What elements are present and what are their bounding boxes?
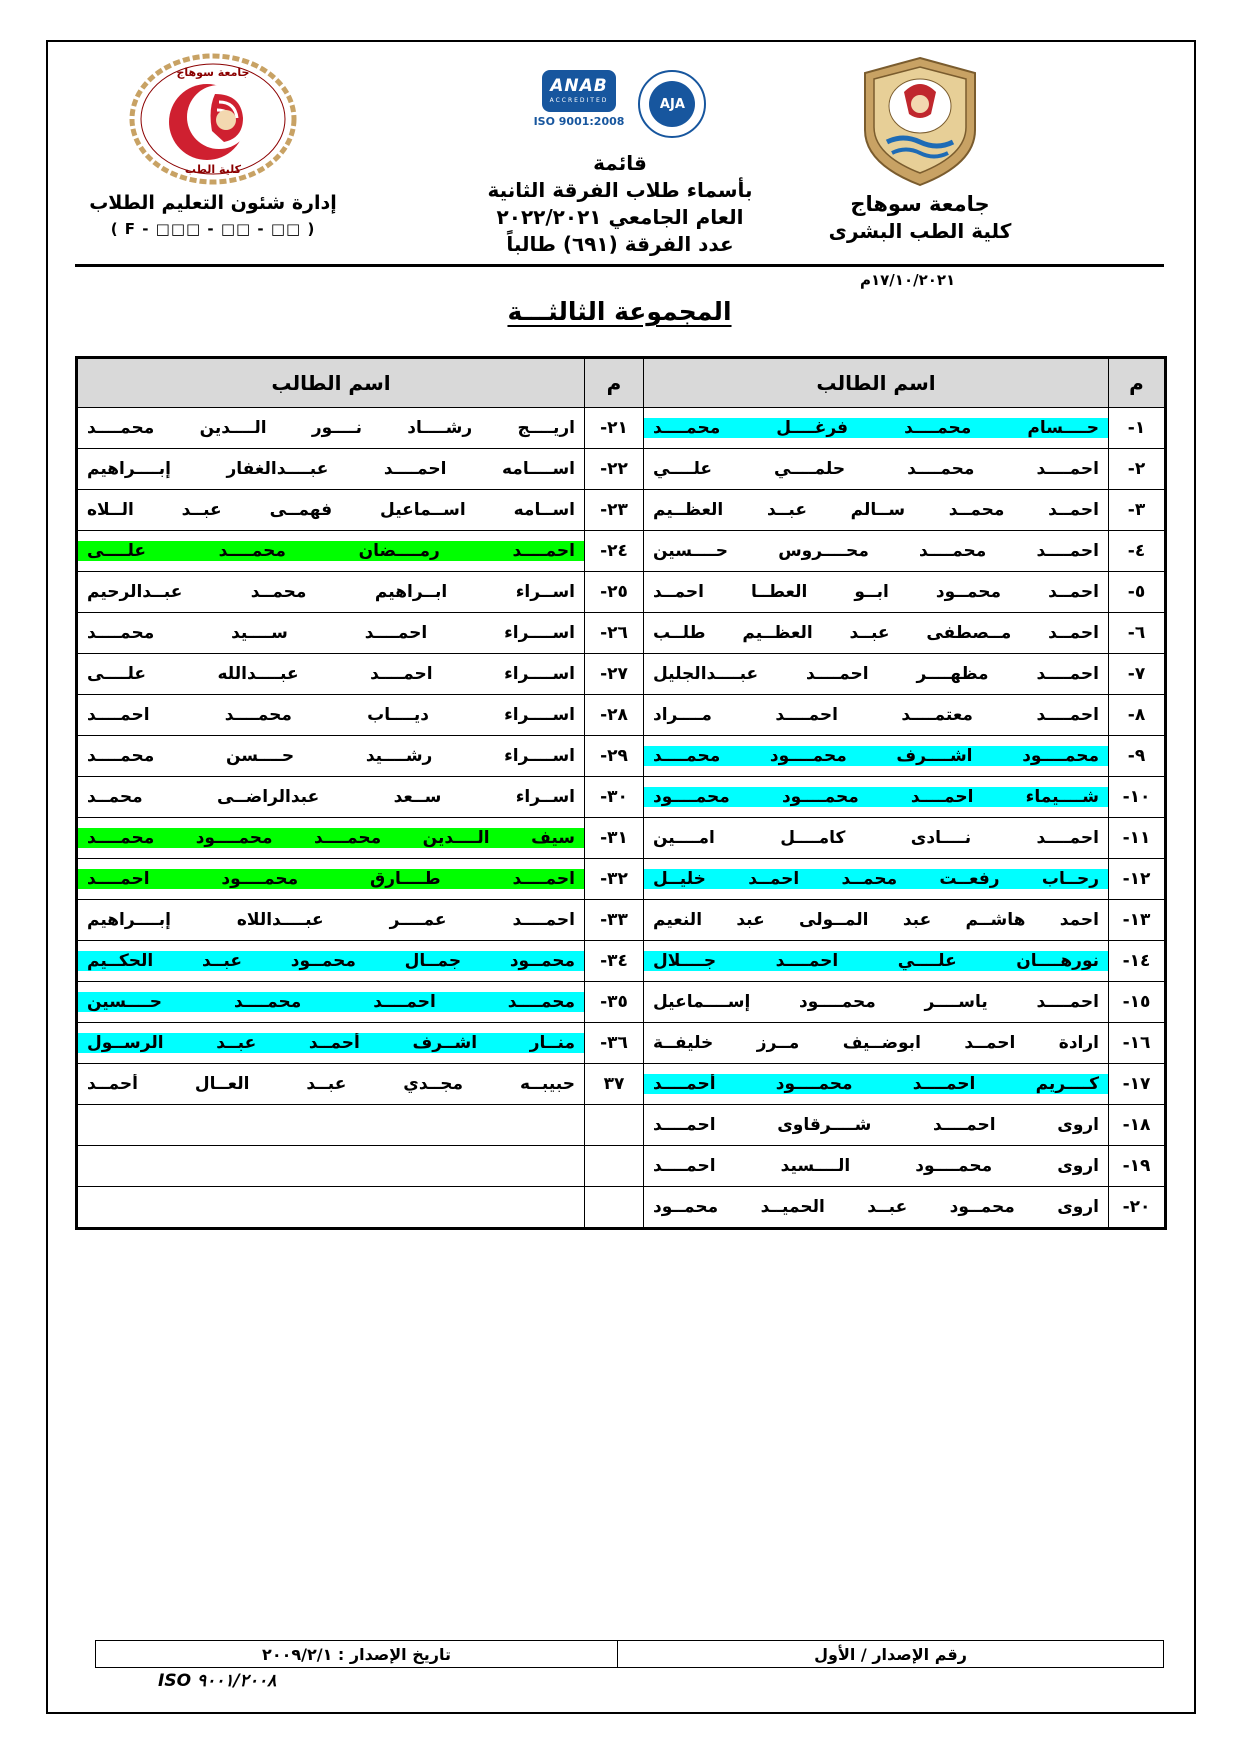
student-row xyxy=(77,1064,1166,1105)
student-number: ١٤- xyxy=(1122,951,1151,971)
student-name: احمــــد رمــــضان محمــــد علــــى xyxy=(78,541,584,561)
aja-logo xyxy=(638,70,706,138)
student-number-cell xyxy=(1109,654,1166,695)
student-number: ٦- xyxy=(1127,623,1146,643)
student-number-cell xyxy=(585,818,644,859)
group-title-wrap xyxy=(75,297,1164,326)
student-number-cell xyxy=(1109,1105,1166,1146)
academic-year: العام الجامعي ٢٠٢٢/٢٠٢١ xyxy=(496,205,744,229)
student-number-cell xyxy=(585,1023,644,1064)
student-number-cell xyxy=(1109,736,1166,777)
document-date: ١٧/١٠/٢٠٢١م xyxy=(860,271,956,289)
student-name-cell xyxy=(77,859,585,900)
student-name-cell xyxy=(77,982,585,1023)
student-number: ١٨- xyxy=(1122,1115,1151,1135)
student-number-cell xyxy=(585,1187,644,1229)
header-center-block xyxy=(410,70,830,258)
student-name: شــــيماء احمــــد محمــــود محمــــود xyxy=(644,787,1108,807)
student-number: ٣٧ xyxy=(603,1074,625,1094)
student-row xyxy=(77,1023,1166,1064)
student-number-cell xyxy=(585,695,644,736)
student-number: ٢٧- xyxy=(600,664,628,684)
student-name: محمــود جمــال محمــود عبــد الحكــيم xyxy=(78,951,584,971)
student-name-cell xyxy=(77,1023,585,1064)
student-name: اســراء ســعد عبدالراضــى محمــد xyxy=(87,787,575,807)
student-name-cell xyxy=(644,490,1109,531)
group-title: المجموعة الثالثـــة xyxy=(507,297,732,326)
student-name: احمد هاشــم عبد المــولى عبد النعيم xyxy=(653,910,1099,930)
student-name-cell xyxy=(77,695,585,736)
student-number-cell xyxy=(1109,408,1166,449)
header-university-block xyxy=(808,54,1032,243)
student-name: احمــــد محمــــد حلمــــي علــــي xyxy=(653,459,1099,479)
student-name: نورهــــان علــــي احمــــد جــــلال xyxy=(644,951,1108,971)
student-row xyxy=(77,449,1166,490)
student-number: ٢٠- xyxy=(1122,1197,1151,1217)
num-column-header: م xyxy=(585,358,644,408)
student-number-cell xyxy=(1109,531,1166,572)
student-name-cell xyxy=(644,531,1109,572)
student-number-cell xyxy=(1109,1146,1166,1187)
student-row xyxy=(77,408,1166,449)
student-name: اســــامه احمــــد عبــــدالغفار إبــــراهيم xyxy=(87,459,575,479)
student-number: ٩- xyxy=(1127,746,1146,766)
student-number-cell xyxy=(585,408,644,449)
student-number: ٣٤- xyxy=(600,951,628,971)
student-name: اســــراء احمــــد ســــيد محمــــد xyxy=(87,623,575,643)
student-name-cell xyxy=(77,449,585,490)
student-name-cell xyxy=(77,818,585,859)
student-name-cell xyxy=(644,1146,1109,1187)
student-number-cell xyxy=(585,900,644,941)
student-number: ٢٤- xyxy=(600,541,628,561)
anab-label: ANAB xyxy=(550,76,608,96)
student-number-cell xyxy=(1109,777,1166,818)
student-number-cell xyxy=(585,859,644,900)
student-name-cell xyxy=(644,900,1109,941)
student-row xyxy=(77,900,1166,941)
student-name-cell xyxy=(644,736,1109,777)
student-name-cell xyxy=(644,613,1109,654)
student-number: ٢٢- xyxy=(600,459,628,479)
student-number: ٤- xyxy=(1127,541,1146,561)
student-number-cell xyxy=(1109,490,1166,531)
header-department-block xyxy=(88,52,338,238)
student-name-cell xyxy=(644,408,1109,449)
student-name-cell xyxy=(77,654,585,695)
student-number: ١٥- xyxy=(1122,992,1151,1012)
student-name: احمــد محمــود ابــو العطــا احمــد xyxy=(653,582,1099,602)
student-row xyxy=(77,1105,1166,1146)
student-name: سيف الــــدين محمــــد محمــــود محمــــد xyxy=(78,828,584,848)
student-number-cell xyxy=(585,449,644,490)
student-row xyxy=(77,531,1166,572)
student-number: ١٣- xyxy=(1122,910,1151,930)
anab-accredited-label: ACCREDITED xyxy=(549,97,609,104)
student-row xyxy=(77,1187,1166,1229)
student-name: اســراء ابــراهيم محمــد عبــدالرحيم xyxy=(87,582,575,602)
student-name: محمــــود اشــــرف محمــــود محمــــد xyxy=(644,746,1108,766)
student-name: احمــــد محمــــد محــــروس حــــسين xyxy=(653,541,1099,561)
student-name: حــــسام محمــــد فرغــــل محمــــد xyxy=(644,418,1108,438)
student-name-cell xyxy=(644,572,1109,613)
student-name: حبيبــه مجــدي عبــد العــال أحمــد xyxy=(87,1074,575,1094)
student-name: ارادة احمــد ابوضــيف مــرز خليفــة xyxy=(653,1033,1099,1053)
students-table-body xyxy=(77,408,1166,1229)
student-row xyxy=(77,736,1166,777)
student-number-cell xyxy=(1109,859,1166,900)
student-name: اريــــج رشــــاد نــــور الــــدين محمــــد xyxy=(87,418,575,438)
student-row xyxy=(77,490,1166,531)
issue-date-cell: تاريخ الإصدار : ٢٠٠٩/٢/١ xyxy=(95,1640,618,1668)
student-name-cell xyxy=(644,859,1109,900)
student-name-cell xyxy=(644,1064,1109,1105)
class-count: عدد الفرقة (٦٩١) طالباً xyxy=(506,232,734,256)
student-number: ٣١- xyxy=(600,828,628,848)
student-number: ٣٣- xyxy=(600,910,628,930)
student-number: ١١- xyxy=(1122,828,1151,848)
student-number: ٢٣- xyxy=(600,500,628,520)
student-number: ٨- xyxy=(1127,705,1146,725)
student-number-cell xyxy=(1109,572,1166,613)
student-name-cell xyxy=(644,982,1109,1023)
student-number-cell xyxy=(1109,982,1166,1023)
student-name: احمــــد عمــــر عبــــداللاه إبــــراهيم xyxy=(87,910,575,930)
student-number-cell xyxy=(585,777,644,818)
student-number-cell xyxy=(585,490,644,531)
student-number: ١٧- xyxy=(1122,1074,1151,1094)
student-number-cell xyxy=(1109,695,1166,736)
student-name: اســــراء احمــــد عبــــدالله علــــى xyxy=(87,664,575,684)
student-name: اســــراء رشــــيد حــــسن محمــــد xyxy=(87,746,575,766)
header-separator-line xyxy=(75,264,1164,267)
student-number: ١٢- xyxy=(1122,869,1151,889)
student-name: احمــــد ياســــر محمــــود إســــماعيل xyxy=(653,992,1099,1012)
student-name-cell xyxy=(644,818,1109,859)
student-number-cell xyxy=(1109,900,1166,941)
issue-number-cell: رقم الإصدار / الأول xyxy=(617,1640,1164,1668)
student-number: ٢٩- xyxy=(600,746,628,766)
iso-certification: ISO ٩٠٠١/٢٠٠٨ xyxy=(158,1671,277,1691)
student-number-cell xyxy=(1109,1064,1166,1105)
student-name: احمــــد معتمــــد احمــــد مــــراد xyxy=(653,705,1099,725)
student-name: احمــد محمــد ســالم عبــد العظــيم xyxy=(653,500,1099,520)
doc-subtitle: بأسماء طلاب الفرقة الثانية xyxy=(487,178,753,202)
student-row xyxy=(77,1146,1166,1187)
student-name: محمــــد احمــــد محمــــد حــــسين xyxy=(78,992,584,1012)
student-row xyxy=(77,695,1166,736)
student-name: اروى محمــــود الــــسيد احمــــد xyxy=(653,1156,1099,1176)
student-number: ١- xyxy=(1127,418,1146,438)
doc-title: قائمة xyxy=(593,151,647,175)
student-number: ٥- xyxy=(1127,582,1146,602)
student-name: منــار اشــرف أحمــد عبــد الرســول xyxy=(78,1033,584,1053)
emblem-top-text: جامعة سوهاج xyxy=(176,66,250,79)
student-number: ١٦- xyxy=(1122,1033,1151,1053)
student-name-cell xyxy=(644,695,1109,736)
student-name: احمــد مــصطفى عبــد العظــيم طلــب xyxy=(653,623,1099,643)
department-code: ( F - □□□ - □□ - □□ ) xyxy=(110,220,316,238)
student-name-cell xyxy=(644,654,1109,695)
name-column-header: اسم الطالب xyxy=(644,358,1109,408)
student-name: كــــريم احمــــد محمــــود أحمــــد xyxy=(644,1074,1108,1094)
student-number-cell xyxy=(1109,818,1166,859)
student-number: ١٩- xyxy=(1122,1156,1151,1176)
student-name-cell xyxy=(644,1187,1109,1229)
student-row xyxy=(77,982,1166,1023)
certification-logos xyxy=(410,70,830,146)
student-name-cell xyxy=(644,941,1109,982)
aja-label: AJA xyxy=(649,81,695,127)
student-number-cell xyxy=(585,982,644,1023)
student-number-cell xyxy=(585,572,644,613)
student-number: ٣٢- xyxy=(600,869,628,889)
student-number: ٣٥- xyxy=(600,992,628,1012)
student-name-cell xyxy=(644,449,1109,490)
document-titles xyxy=(410,150,830,258)
student-number-cell xyxy=(585,1064,644,1105)
student-number-cell xyxy=(1109,941,1166,982)
student-row xyxy=(77,777,1166,818)
table-header-row xyxy=(77,358,1166,408)
student-number-cell xyxy=(585,1105,644,1146)
student-name: اروى احمــــد شــــرقاوى احمــــد xyxy=(653,1115,1099,1135)
faculty-name: كلية الطب البشرى xyxy=(828,219,1012,243)
student-row xyxy=(77,572,1166,613)
student-number: ٣- xyxy=(1127,500,1146,520)
student-number: ٢٨- xyxy=(600,705,628,725)
student-row xyxy=(77,941,1166,982)
student-number: ٧- xyxy=(1127,664,1146,684)
student-name: اســــراء ديــــاب محمــــد احمــــد xyxy=(87,705,575,725)
student-number-cell xyxy=(585,736,644,777)
student-number: ٢- xyxy=(1127,459,1146,479)
student-name: اســامه اســماعيل فهمــى عبــد الــلاه xyxy=(87,500,575,520)
student-number-cell xyxy=(585,613,644,654)
student-name-cell xyxy=(77,1187,585,1229)
student-name-cell xyxy=(77,1146,585,1187)
student-number-cell xyxy=(585,531,644,572)
student-number: ٢٥- xyxy=(600,582,628,602)
student-number: ٣٦- xyxy=(600,1033,628,1053)
student-name-cell xyxy=(644,777,1109,818)
student-name-cell xyxy=(77,777,585,818)
student-name: احمــــد نــــادى كامــــل امــــين xyxy=(653,828,1099,848)
name-column-header: اسم الطالب xyxy=(77,358,585,408)
anab-logo xyxy=(534,70,625,128)
student-name-cell xyxy=(77,1105,585,1146)
student-name-cell xyxy=(644,1105,1109,1146)
student-number: ٢٦- xyxy=(600,623,628,643)
student-name: احمــــد طــــارق محمــــود احمــــد xyxy=(78,869,584,889)
students-table xyxy=(75,356,1167,1230)
student-number-cell xyxy=(1109,1187,1166,1229)
student-name-cell xyxy=(77,531,585,572)
student-row xyxy=(77,654,1166,695)
footer-row xyxy=(95,1640,1164,1668)
faculty-emblem-logo xyxy=(127,52,299,186)
emblem-bottom-text: كلية الطب xyxy=(184,163,242,176)
student-row xyxy=(77,818,1166,859)
student-name-cell xyxy=(77,941,585,982)
student-name-cell xyxy=(77,408,585,449)
university-name: جامعة سوهاج xyxy=(850,192,990,216)
anab-badge xyxy=(542,70,616,112)
student-number-cell xyxy=(585,941,644,982)
student-number-cell xyxy=(1109,613,1166,654)
student-name: احمــــد مظهــــر احمــــد عبــــدالجليل xyxy=(653,664,1099,684)
student-row xyxy=(77,859,1166,900)
student-name: اروى محمــود عبــد الحميــد محمــود xyxy=(653,1197,1099,1217)
student-name-cell xyxy=(77,1064,585,1105)
student-number-cell xyxy=(1109,1023,1166,1064)
student-number: ٢١- xyxy=(600,418,628,438)
student-name-cell xyxy=(77,613,585,654)
anab-iso-label: ISO 9001:2008 xyxy=(533,115,625,128)
student-name: رحــاب رفعــت محمــد احمــد خليــل xyxy=(644,869,1108,889)
student-number-cell xyxy=(585,654,644,695)
student-number: ١٠- xyxy=(1122,787,1151,807)
university-shield-logo xyxy=(857,54,983,190)
student-number: ٣٠- xyxy=(600,787,628,807)
student-number-cell xyxy=(1109,449,1166,490)
department-name: إدارة شئون التعليم الطلاب xyxy=(89,192,337,214)
student-name-cell xyxy=(77,490,585,531)
student-name-cell xyxy=(644,1023,1109,1064)
student-number-cell xyxy=(585,1146,644,1187)
num-column-header: م xyxy=(1109,358,1166,408)
student-name-cell xyxy=(77,572,585,613)
student-name-cell xyxy=(77,900,585,941)
student-row xyxy=(77,613,1166,654)
student-name-cell xyxy=(77,736,585,777)
